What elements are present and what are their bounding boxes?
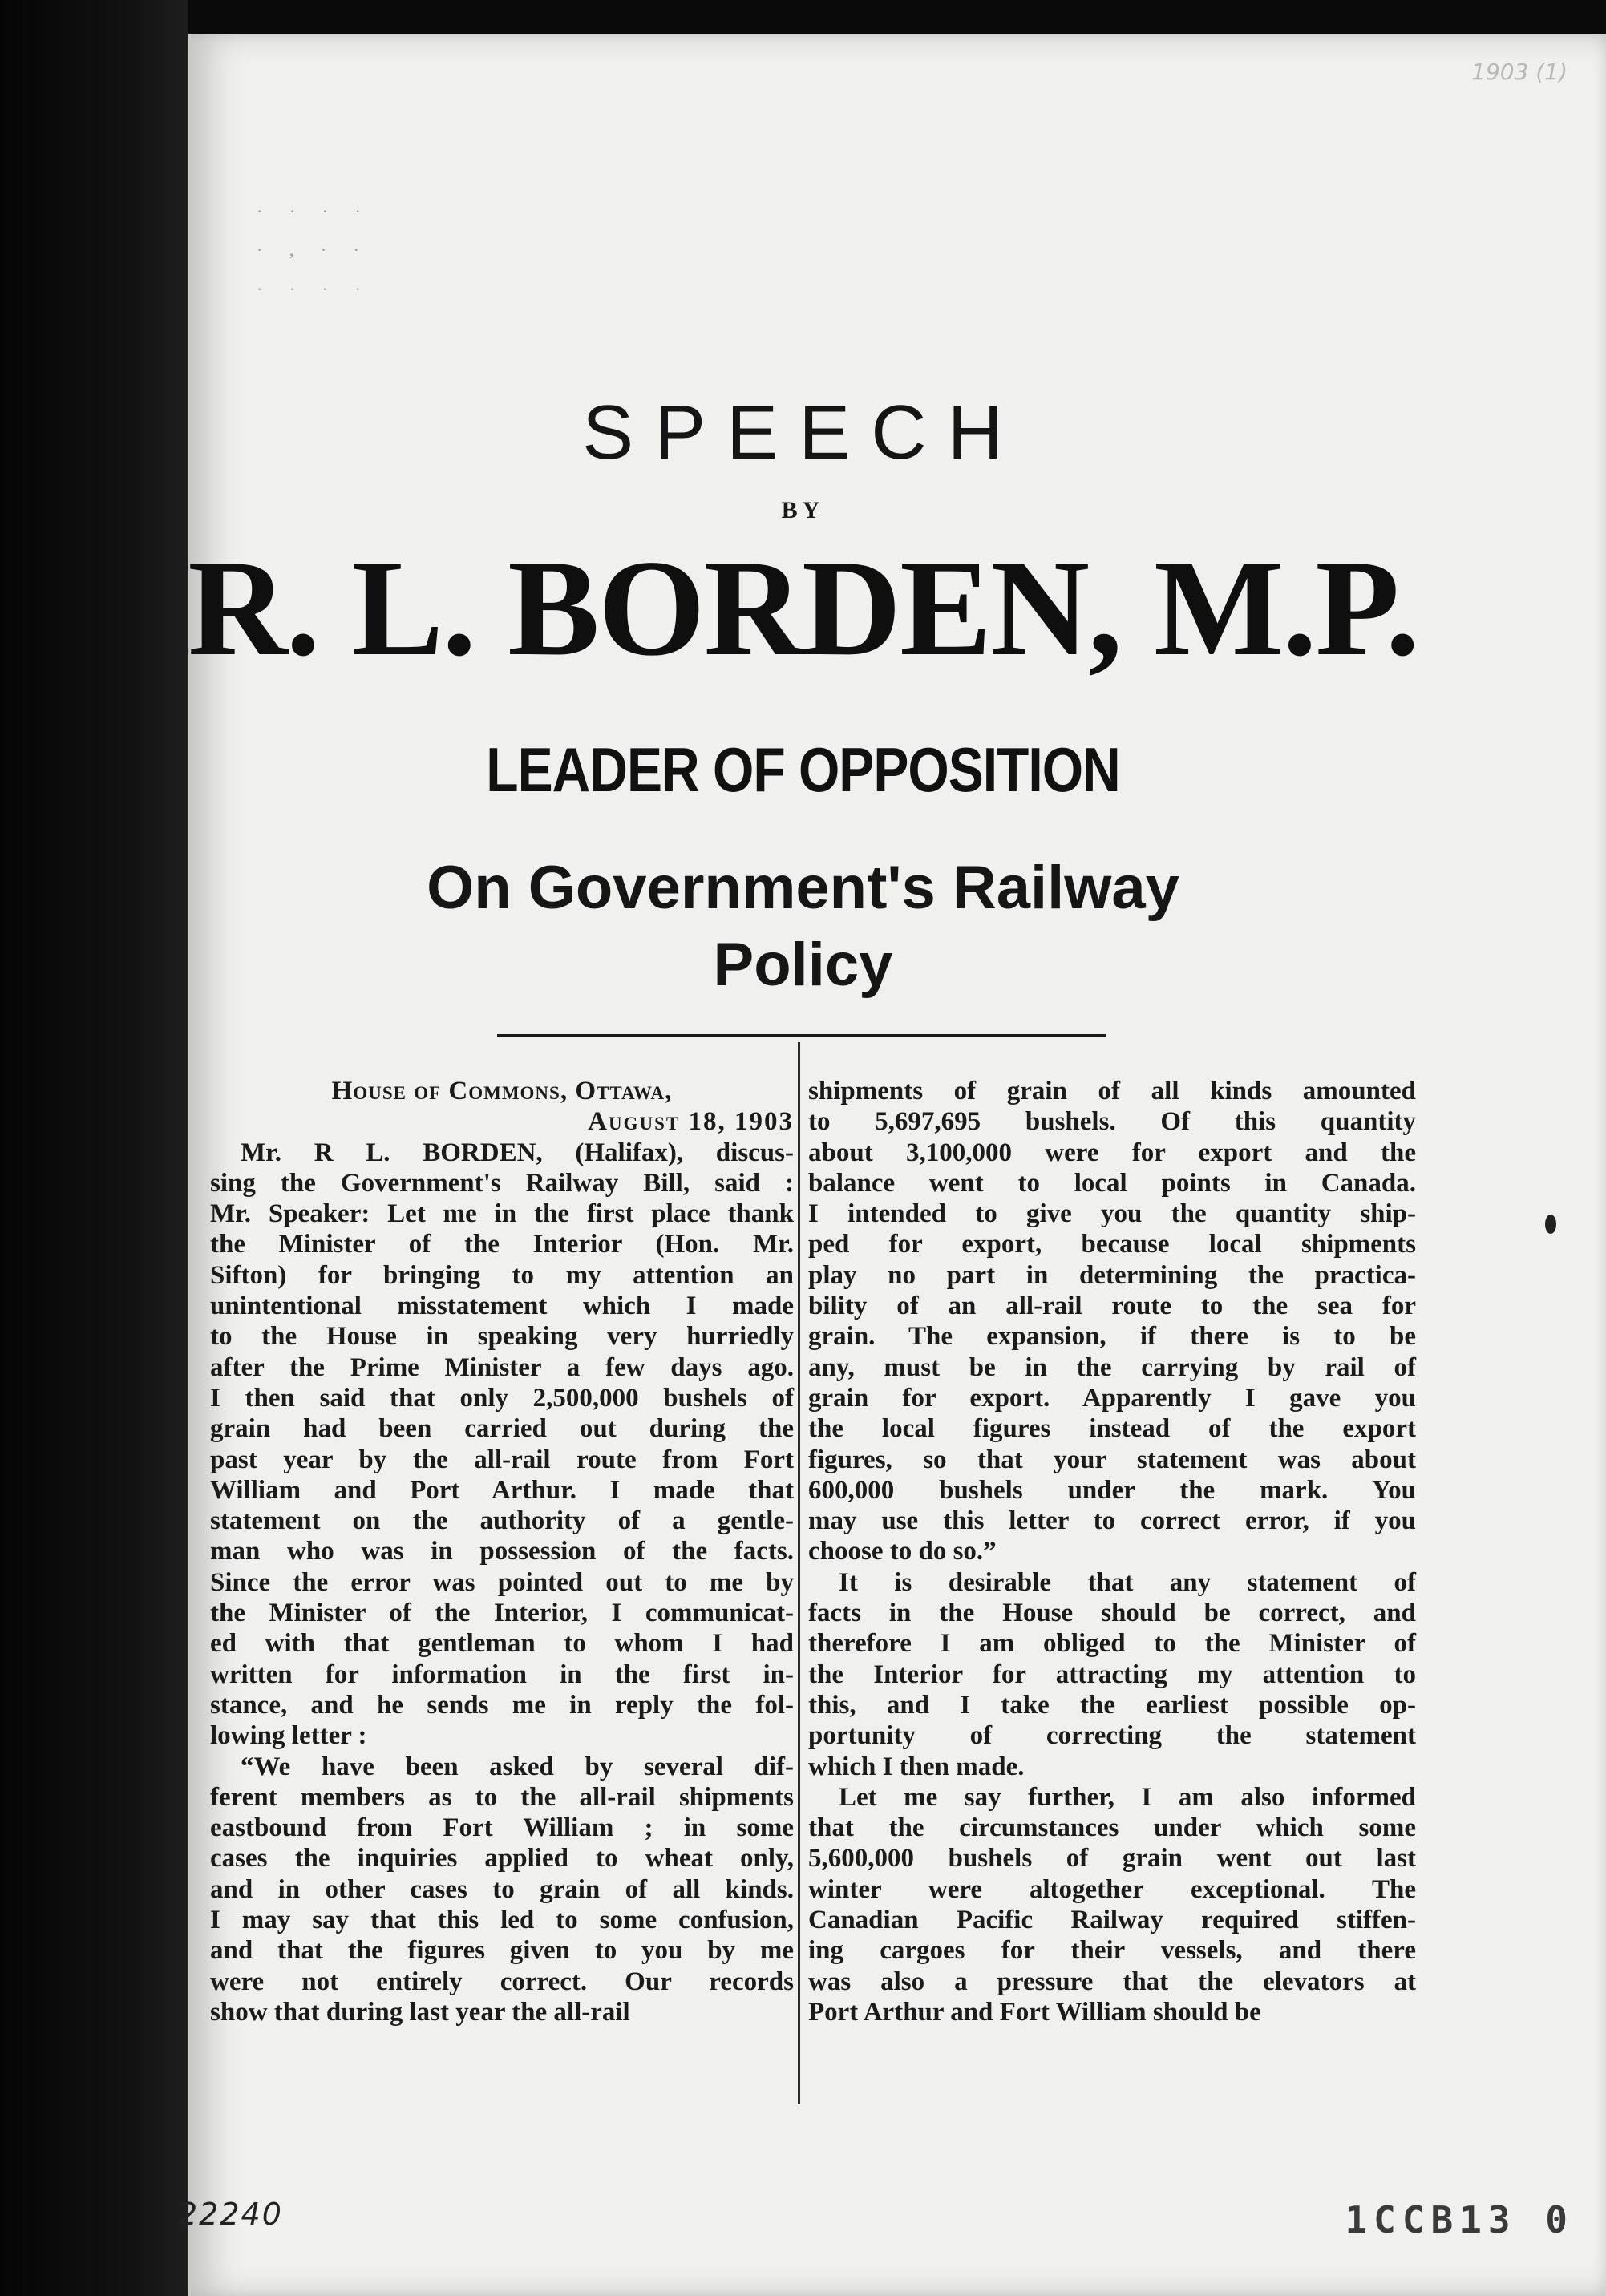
text-line: may use this letter to correct error, if you [808,1506,1416,1536]
text-line: grain had been carried out during the [210,1414,794,1444]
text-line: were not entirely correct. Our records [210,1967,794,1996]
text-line: lowing letter : [210,1721,367,1751]
handwritten-number: 22240 [178,2197,283,2232]
right-column [808,1076,1416,2027]
text-line: eastbound from Fort William ; in some [210,1813,794,1843]
text-line: Mr. R L. BORDEN, (Halifax), discus- [241,1138,794,1167]
text-line: the Minister of the Interior (Hon. Mr. [210,1230,794,1259]
text-line: any, must be in the carrying by rail of [808,1352,1416,1382]
text-line: the Minister of the Interior, I communicat- [210,1599,794,1628]
title-by: BY [781,497,825,523]
text-line: stance, and he sends me in reply the fol- [210,1690,794,1720]
text-line: I may say that this led to some confusion, [210,1906,794,1935]
subtitle-line-2: Policy [713,931,893,999]
text-line: and in other cases to grain of all kinds. [210,1874,794,1904]
text-line: bility of an all-rail route to the sea for [808,1292,1416,1321]
text-line: man who was in possession of the facts. [210,1537,794,1566]
text-line: I intended to give you the quantity ship- [808,1199,1416,1229]
text-line: 5,600,000 bushels of grain went out last [808,1844,1416,1874]
text-line: sing the Government's Railway Bill, said : [210,1168,794,1198]
text-line: to the House in speaking very hurriedly [210,1322,794,1352]
text-line: the local figures instead of the export [808,1414,1416,1444]
text-line: shipments of grain of all kinds amounted [808,1077,1416,1106]
title-speech: SPEECH [582,390,1024,475]
text-line: portunity of correcting the statement [808,1721,1416,1751]
faint-bleed-marks: · · · · · , · · · · · · [257,201,372,299]
text-line: “We have been asked by several dif- [241,1752,794,1781]
text-line: Sifton) for bringing to my attention an [210,1260,794,1290]
text-line: about 3,100,000 were for export and the [808,1138,1416,1167]
text-line: to 5,697,695 bushels. Of this quantity [808,1107,1416,1137]
stamp-number: 1CCB13 0 [1345,2198,1574,2241]
date: August 18, 1903 [588,1107,794,1137]
scan-dark-margin [0,0,188,2296]
text-line: figures, so that your statement was about [808,1445,1416,1474]
ink-blot [1545,1215,1556,1234]
left-column-text [210,1138,794,2028]
text-line: unintentional misstatement which I made [210,1292,794,1321]
text-line: Canadian Pacific Railway required stiffen- [808,1906,1416,1935]
text-line: grain for export. Apparently I gave you [808,1383,1416,1413]
text-line: past year by the all-rail route from Fort [210,1445,794,1474]
title-position: LEADER OF OPPOSITION [486,734,1120,805]
text-line: that the circumstances under which some [808,1813,1416,1843]
text-line: Mr. Speaker: Let me in the first place thank [210,1199,794,1229]
corner-pencil-note: 1903 (1) [1471,59,1568,85]
scan-top-margin [188,0,1606,34]
text-line: and that the figures given to you by me [210,1936,794,1966]
column-divider [798,1042,800,2104]
title-name: R. L. BORDEN, M.P. [188,532,1418,685]
text-line: It is desirable that any statement of [839,1567,1416,1597]
text-line: therefore I am obliged to the Minister of [808,1629,1416,1659]
text-line: balance went to local points in Canada. [808,1168,1416,1198]
subtitle-line-1: On Government's Railway [427,854,1179,922]
text-line: winter were altogether exceptional. The [808,1874,1416,1904]
text-line: Let me say further, I am also informed [839,1782,1416,1812]
text-line: ed with that gentleman to whom I had [210,1629,794,1659]
text-line: ferent members as to the all-rail shipments [210,1782,794,1812]
text-line: written for information in the first in- [210,1659,794,1689]
text-line: cases the inquiries applied to wheat only, [210,1844,794,1874]
text-line: the Interior for attracting my attention to [808,1659,1416,1689]
text-line: ped for export, because local shipments [808,1230,1416,1259]
text-line: after the Prime Minister a few days ago. [210,1352,794,1382]
text-line: facts in the House should be correct, and [808,1599,1416,1628]
title-subtitle [0,850,1606,1004]
text-line: ing cargoes for their vessels, and there [808,1936,1416,1966]
text-line: grain. The expansion, if there is to be [808,1322,1416,1352]
text-line: play no part in determining the practica- [808,1260,1416,1290]
text-line: this, and I take the earliest possible op- [808,1690,1416,1720]
dateline: House of Commons, Ottawa, [331,1077,673,1106]
left-column [210,1076,794,2027]
title-rule [497,1034,1106,1037]
text-line: Port Arthur and Fort William should be [808,1997,1261,2027]
text-line: William and Port Arthur. I made that [210,1475,794,1505]
text-line: I then said that only 2,500,000 bushels of [210,1383,794,1413]
text-line: choose to do so.” [808,1537,997,1566]
text-line: show that during last year the all-rail [210,1997,630,2027]
text-line: Since the error was pointed out to me by [210,1567,794,1597]
text-line: was also a pressure that the elevators at [808,1967,1416,1996]
text-line: statement on the authority of a gentle- [210,1506,794,1536]
right-column-text [808,1076,1416,2027]
text-line: which I then made. [808,1752,1025,1781]
text-line: 600,000 bushels under the mark. You [808,1475,1416,1505]
